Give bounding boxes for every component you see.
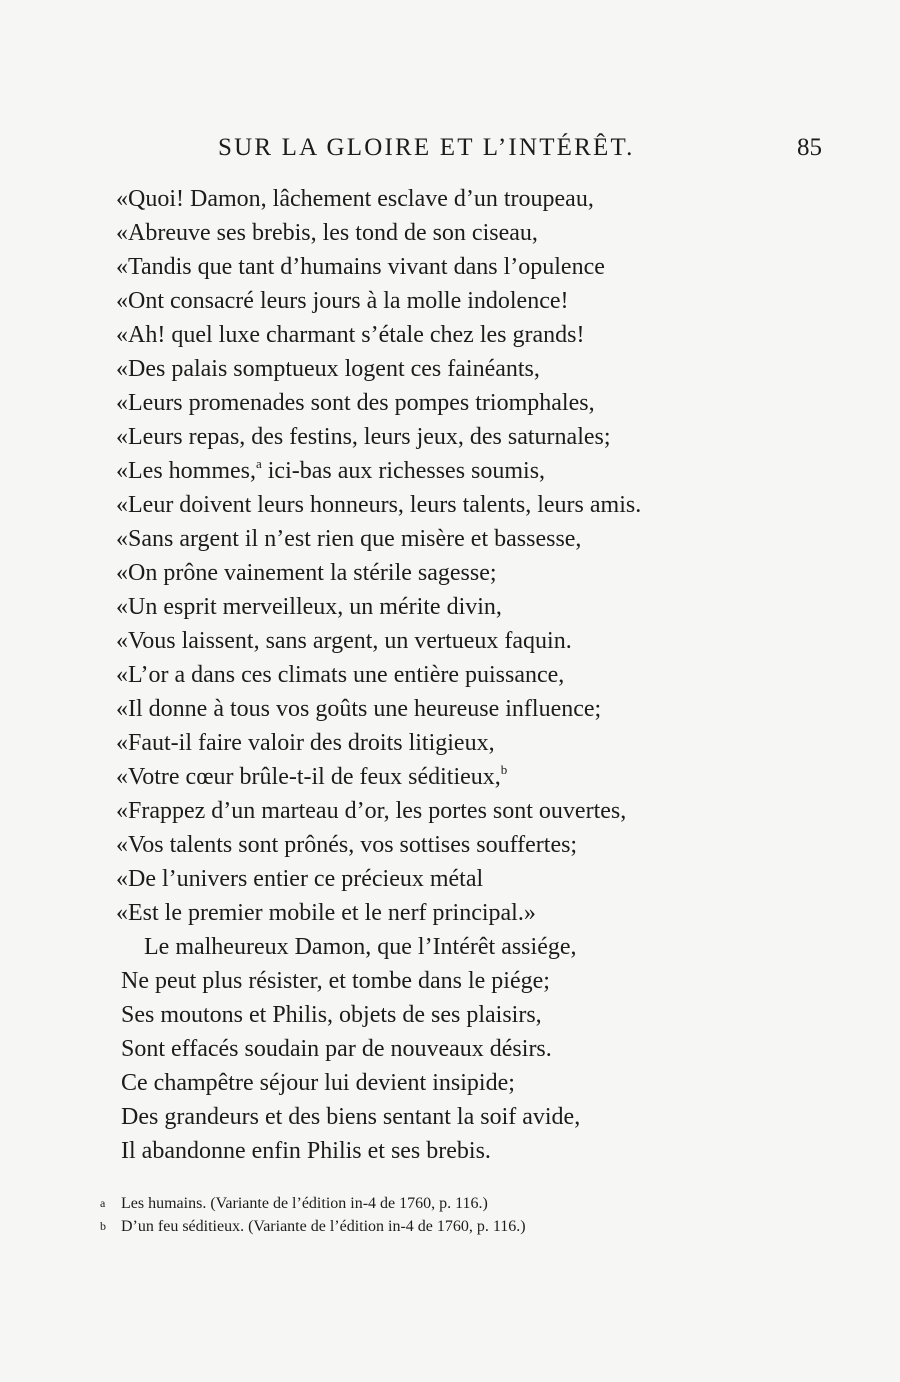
footnote-reference: b: [500, 762, 508, 777]
verse-text: «Leur doivent leurs honneurs, leurs talents, leurs amis.: [116, 492, 642, 518]
footnote-text: Les humains. (Variante de l’édition in-4 de 1760, p. 116.): [121, 1195, 488, 1212]
verse-line: [116, 998, 641, 1032]
verse-text: Ses moutons et Philis, objets de ses plaisirs,: [121, 1002, 542, 1028]
page-number: 85: [797, 134, 822, 161]
verse-line: [116, 216, 641, 250]
verse-line: [116, 930, 641, 964]
verse-line: [116, 896, 641, 930]
verse-text: «Ah! quel luxe charmant s’étale chez les grands!: [116, 322, 585, 348]
verse-text: Sont effacés soudain par de nouveaux désirs.: [121, 1036, 552, 1062]
running-title: SUR LA GLOIRE ET L’INTÉRÊT.: [218, 134, 635, 161]
verse-text: «Des palais somptueux logent ces fainéants,: [116, 356, 540, 382]
footnote: [100, 1192, 526, 1215]
verse-text: «Tandis que tant d’humains vivant dans l’opulence: [116, 254, 605, 280]
verse-line: [116, 624, 641, 658]
verse-line: [116, 794, 641, 828]
verse-line: [116, 522, 641, 556]
verse-text-continuation: ici-bas aux richesses soumis,: [261, 458, 546, 484]
verse-line: [116, 318, 641, 352]
verse-line: [116, 488, 641, 522]
verse-text: «Frappez d’un marteau d’or, les portes sont ouvertes,: [116, 798, 627, 824]
verse-text: Le malheureux Damon, que l’Intérêt assiége,: [144, 934, 577, 960]
verse-line: [116, 828, 641, 862]
poem-text: [116, 182, 641, 1168]
verse-line: [116, 760, 641, 794]
verse-text: «Leurs promenades sont des pompes triomphales,: [116, 390, 595, 416]
verse-text: «Un esprit merveilleux, un mérite divin,: [116, 594, 502, 620]
verse-line: [116, 182, 641, 216]
verse-line: [116, 964, 641, 998]
verse-text: «Faut-il faire valoir des droits litigieux,: [116, 730, 495, 756]
verse-text: «L’or a dans ces climats une entière puissance,: [116, 662, 565, 688]
verse-line: [116, 862, 641, 896]
verse-text: Ne peut plus résister, et tombe dans le piége;: [121, 968, 550, 994]
verse-text: «Vous laissent, sans argent, un vertueux faquin.: [116, 628, 572, 654]
verse-text: «Ont consacré leurs jours à la molle indolence!: [116, 288, 569, 314]
footnote-mark: a: [100, 1196, 106, 1210]
verse-line: [116, 658, 641, 692]
verse-text: «Sans argent il n’est rien que misère et bassesse,: [116, 526, 582, 552]
verse-line: [116, 386, 641, 420]
verse-line: [116, 454, 641, 488]
verse-text: «On prône vainement la stérile sagesse;: [116, 560, 497, 586]
verse-line: [116, 352, 641, 386]
footnote-mark: b: [100, 1219, 106, 1233]
verse-text: Ce champêtre séjour lui devient insipide;: [121, 1070, 515, 1096]
verse-line: [116, 250, 641, 284]
verse-line: [116, 1100, 641, 1134]
verse-line: [116, 692, 641, 726]
verse-text: «Leurs repas, des festins, leurs jeux, des saturnales;: [116, 424, 611, 450]
verse-line: [116, 590, 641, 624]
verse-line: [116, 726, 641, 760]
verse-text: Il abandonne enfin Philis et ses brebis.: [121, 1138, 491, 1164]
verse-text: «Vos talents sont prônés, vos sottises souffertes;: [116, 832, 578, 858]
footnote: [100, 1215, 526, 1238]
verse-text: «De l’univers entier ce précieux métal: [116, 866, 484, 892]
footnote-text: D’un feu séditieux. (Variante de l’édition in-4 de 1760, p. 116.): [121, 1218, 526, 1235]
verse-text: «Abreuve ses brebis, les tond de son ciseau,: [116, 220, 538, 246]
footnote-reference: a: [255, 456, 262, 471]
verse-line: [116, 1032, 641, 1066]
verse-line: [116, 556, 641, 590]
verse-line: [116, 420, 641, 454]
verse-text: «Les hommes,: [116, 458, 256, 484]
verse-line: [116, 1134, 641, 1168]
verse-text: «Est le premier mobile et le nerf principal.»: [116, 900, 536, 926]
page-header: [0, 134, 900, 168]
verse-line: [116, 284, 641, 318]
footnotes: [100, 1192, 526, 1238]
verse-line: [116, 1066, 641, 1100]
verse-text: «Il donne à tous vos goûts une heureuse influence;: [116, 696, 602, 722]
verse-text: Des grandeurs et des biens sentant la soif avide,: [121, 1104, 581, 1130]
verse-text: «Votre cœur brûle-t-il de feux séditieux,: [116, 764, 501, 790]
verse-text: «Quoi! Damon, lâchement esclave d’un troupeau,: [116, 186, 594, 212]
